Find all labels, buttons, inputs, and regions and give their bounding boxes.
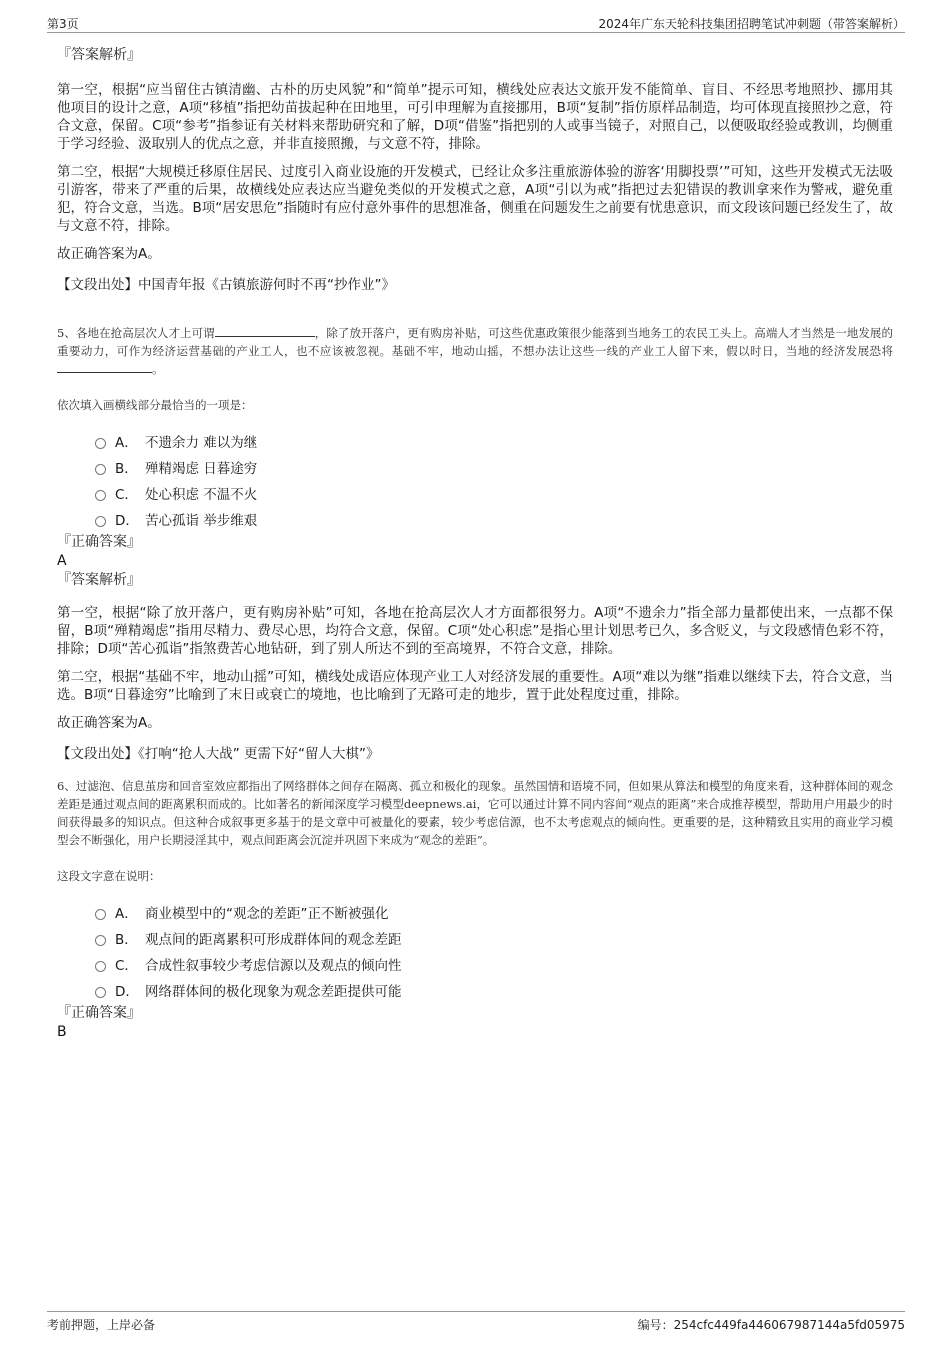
option-a[interactable]: A． 商业模型中的“观念的差距”正不断被强化 xyxy=(95,899,893,925)
radio-icon[interactable] xyxy=(95,961,106,972)
answer-label: 『正确答案』 xyxy=(57,534,141,550)
option-c[interactable]: C． 合成性叙事较少考虑信源以及观点的倾向性 xyxy=(95,951,893,977)
analysis-paragraph: 第一空，根据“除了放开落户，更有购房补贴”可知，各地在抢高层次人才方面都很努力。A项“不遗余力”指全部力量都使出来，一点都不保留，B项“殚精竭虑”指用尽精力、费尽心思，均符合文意，保留。C项“处心积虑”是指心里计划思考已久，多含贬义，与文段感情色彩不符，排除；D项“苦心孤诣”指煞费苦心地钻研，到了别人所达不到的至高境界，不符合文意，排除。 xyxy=(57,605,893,657)
conclusion: 故正确答案为A。 xyxy=(57,715,161,731)
radio-icon[interactable] xyxy=(95,935,106,946)
footer-slogan: 考前押题，上岸必备 xyxy=(47,1318,156,1332)
answer-value: A xyxy=(57,553,67,569)
conclusion: 故正确答案为A。 xyxy=(57,246,161,262)
page-number: 第3页 xyxy=(47,17,79,31)
question-prompt: 这段文字意在说明： xyxy=(57,869,161,883)
radio-icon[interactable] xyxy=(95,516,106,527)
radio-icon[interactable] xyxy=(95,490,106,501)
source-citation: 【文段出处】中国青年报《古镇旅游何时不再“抄作业”》 xyxy=(57,277,395,293)
page-header xyxy=(47,12,905,33)
document-code: 编号：254cfc449fa446067987144a5fd05975 xyxy=(637,1318,905,1332)
option-d[interactable]: D． 苦心孤诣 举步维艰 xyxy=(95,506,893,532)
option-b[interactable]: B． 殚精竭虑 日暮途穷 xyxy=(95,454,893,480)
analysis-label: 『答案解析』 xyxy=(57,47,141,63)
source-citation: 【文段出处】《打响“抢人大战” 更需下好“留人大棋”》 xyxy=(57,746,380,762)
document-title: 2024年广东天轮科技集团招聘笔试冲刺题（带答案解析） xyxy=(598,17,905,31)
analysis-paragraph: 第二空，根据“基础不牢，地动山摇”可知，横线处成语应体现产业工人对经济发展的重要性。A项“难以为继”指难以继续下去，符合文意，当选。B项“日暮途穷”比喻到了末日或衰亡的境地，也比喻到了无路可走的地步，置于此处程度过重，排除。 xyxy=(57,669,893,703)
answer-label: 『正确答案』 xyxy=(57,1005,141,1021)
radio-icon[interactable] xyxy=(95,464,106,475)
question-stem: 6、过滤泡、信息茧房和回音室效应都指出了网络群体之间存在隔离、孤立和极化的现象。虽然国情和语境不同，但如果从算法和模型的角度来看，这种群体间的观念差距是通过观点间的距离累积而成的。比如著名的新闻深度学习模型deepnews.ai，它可以通过计算不同内容间“观点的距离”来合成推荐模型，帮助用户用最少的时间获得最多的知识点。但这种合成叙事更多基于的是文章中可被量化的要素，较少考虑信源，也不太考虑观点的倾向性。更重要的是，这种精致且实用的商业学习模型会不断强化，用户长期浸淫其中，观点间距离会沉淀并巩固下来成为“观念的差距”。 xyxy=(57,779,893,847)
analysis-label: 『答案解析』 xyxy=(57,572,141,588)
page-footer xyxy=(47,1311,905,1334)
radio-icon[interactable] xyxy=(95,438,106,449)
analysis-paragraph: 第一空，根据“应当留住古镇清幽、古朴的历史风貌”和“简单”提示可知，横线处应表达文旅开发不能简单、盲目、不经思考地照抄、挪用其他项目的设计之意，A项“移植”指把幼苗拔起种在田地里，可引申理解为直接挪用，B项“复制”指仿原样品制造，均可体现直接照抄之意，符合文意，保留。C项“参考”指参证有关材料来帮助研究和了解，D项“借鉴”指把别的人或事当镜子，对照自己，以便吸取经验或教训，均侧重于学习经验、汲取别人的优点之意，并非直接照搬，与文意不符，排除。 xyxy=(57,82,893,152)
answer-value: B xyxy=(57,1024,67,1040)
option-list xyxy=(57,428,893,532)
radio-icon[interactable] xyxy=(95,909,106,920)
radio-icon[interactable] xyxy=(95,987,106,998)
fill-blank xyxy=(57,360,152,373)
analysis-paragraph: 第二空，根据“大规模迁移原住居民、过度引入商业设施的开发模式，已经让众多注重旅游体验的游客‘用脚投票’”可知，这些开发模式无法吸引游客，带来了严重的后果，故横线处应表达应当避免类似的开发模式之意，A项“引以为戒”指把过去犯错误的教训拿来作为警戒，避免重犯，符合文意，当选。B项“居安思危”指随时有应付意外事件的思想准备，侧重在问题发生之前要有忧患意识，而文段该问题已经发生了，故与文意不符，排除。 xyxy=(57,164,893,234)
fill-blank xyxy=(215,324,315,337)
question-prompt: 依次填入画横线部分最恰当的一项是： xyxy=(57,398,253,412)
option-b[interactable]: B． 观点间的距离累积可形成群体间的观念差距 xyxy=(95,925,893,951)
option-c[interactable]: C． 处心积虑 不温不火 xyxy=(95,480,893,506)
option-a[interactable]: A． 不遗余力 难以为继 xyxy=(95,428,893,454)
page-content xyxy=(57,45,893,1041)
option-d[interactable]: D． 网络群体间的极化现象为观念差距提供可能 xyxy=(95,977,893,1003)
question-stem: 5、各地在抢高层次人才上可谓 ，除了放开落户，更有购房补贴，可这些优惠政策很少能落到当地务工的农民工头上。高端人才当然是一地发展的重要动力，可作为经济运营基础的产业工人，也不应该被忽视。基础不牢，地动山摇，不想办法让这些一线的产业工人留下来，假以时日，当地的经济发展恐将。 xyxy=(57,326,893,376)
option-list xyxy=(57,899,893,1003)
